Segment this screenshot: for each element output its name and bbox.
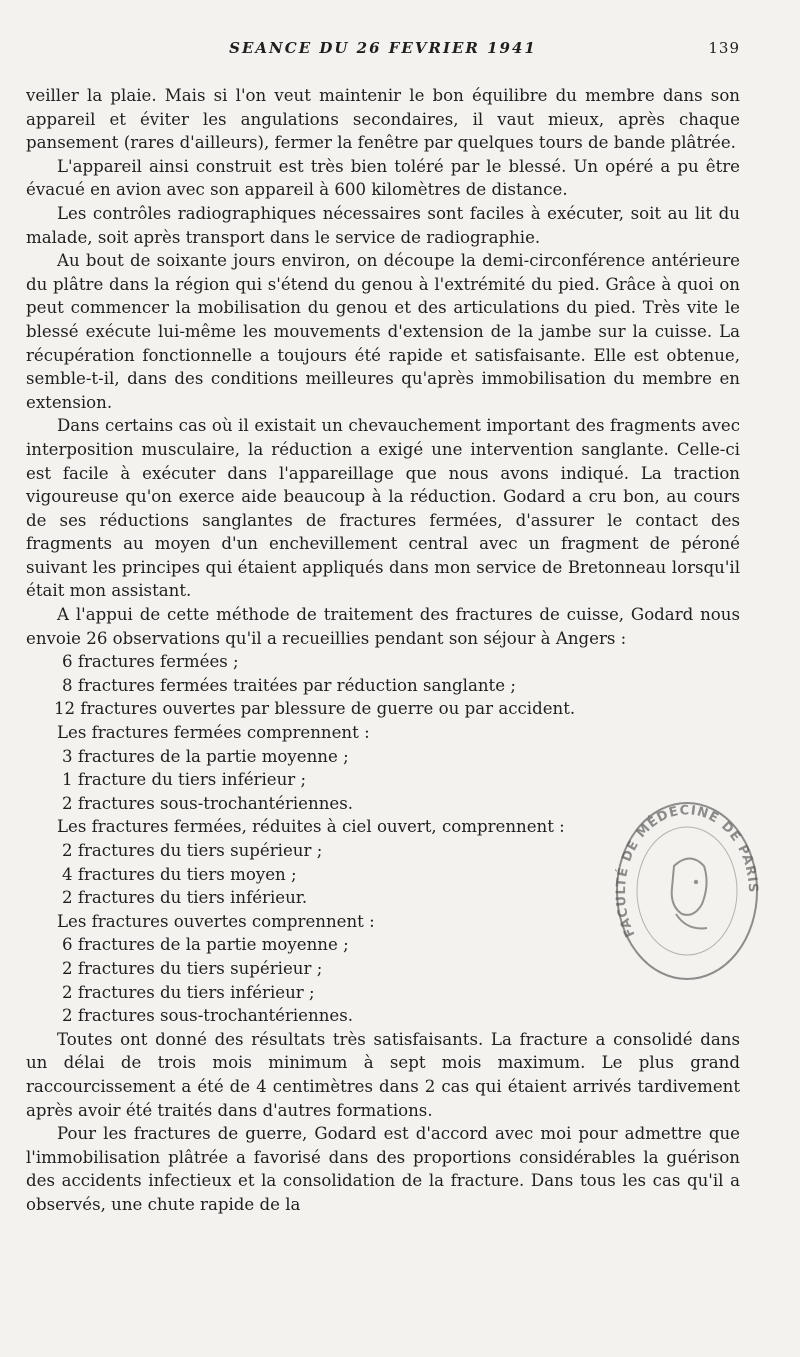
library-stamp bbox=[612, 796, 762, 986]
paragraph-1: veiller la plaie. Mais si l'on veut maintenir le bon équilibre du membre dans son appareil et éviter les angulations secondaires, il vaut mieux, après chaque pansement (rares d'ailleurs), fermer la fenêtre par quelques tours de bande plâtrée. bbox=[26, 86, 740, 153]
page-number: 139 bbox=[708, 39, 740, 57]
paragraph-2: L'appareil ainsi construit est très bien toléré par le blessé. Un opéré a pu être évacué en avion avec son appareil à 600 kilomètres de distance. bbox=[26, 156, 740, 200]
list-item: 2 fractures sous-trochantériennes. bbox=[62, 1006, 353, 1026]
paragraph-5: Dans certains cas où il existait un chevauchement important des fragments avec interposition musculaire, la réduction a exigé une intervention sanglante. Celle-ci est facile à exécuter dans l'appareillage que nous avons indiqué. La traction vigoureuse qu'on exerce aide beaucoup à la réduction. Godard a cru bon, au cours de ses réductions sanglantes de fractures fermées, d'assurer le contact des fragments au moyen d'un enchevillement central avec un fragment de péroné suivant les principes qui étaient appliqués dans mon service de Bretonneau lorsqu'il était mon assistant. bbox=[26, 416, 740, 601]
list-item: 2 fractures du tiers supérieur ; bbox=[62, 958, 323, 978]
page-header bbox=[26, 39, 740, 63]
observation-list bbox=[26, 650, 740, 721]
list-item: 12 fractures ouvertes par blessure de guerre ou par accident. bbox=[54, 699, 576, 719]
list-item: 2 fractures du tiers supérieur ; bbox=[62, 841, 323, 860]
reduced-fractures-heading: Les fractures fermées, réduites à ciel ouvert, comprennent : bbox=[57, 817, 565, 837]
stamp-inner-ring bbox=[637, 827, 737, 955]
paragraph-6: A l'appui de cette méthode de traitement des fractures de cuisse, Godard nous envoie 26 observations qu'il a recueillies pendant son séjour à Angers : bbox=[26, 605, 740, 648]
list-item: 1 fracture du tiers inférieur ; bbox=[62, 770, 307, 790]
list-item: 4 fractures du tiers moyen ; bbox=[62, 864, 297, 884]
body-text bbox=[26, 84, 740, 1217]
list-item: 3 fractures de la partie moyenne ; bbox=[62, 746, 349, 766]
open-fractures-heading: Les fractures ouvertes comprennent : bbox=[57, 911, 375, 931]
running-title: SEANCE DU 26 FEVRIER 1941 bbox=[229, 39, 537, 57]
list-item: 2 fractures du tiers inférieur ; bbox=[62, 982, 315, 1002]
paragraph-8: Pour les fractures de guerre, Godard est d'accord avec moi pour admettre que l'immobilisation plâtrée a favorisé dans des proportions considérables la guérison des accidents infectieux et la consolidation de la fracture. Dans tous les cas qu'il a observés, une chute rapide de la bbox=[26, 1124, 740, 1214]
stamp-portrait-icon bbox=[672, 859, 707, 929]
list-item: 8 fractures fermées traitées par réduction sanglante ; bbox=[62, 675, 516, 695]
list-item: 2 fractures sous-trochantériennes. bbox=[62, 793, 353, 813]
paragraph-7: Toutes ont donné des résultats très satisfaisants. La fracture a consolidé dans un délai de trois mois minimum à sept mois maximum. Le plus grand raccourcissement a été de 4 centimètres dans 2 cas qui étaient arrivés tardivement après avoir été traités dans d'autres formations. bbox=[26, 1029, 740, 1120]
closed-fractures-heading: Les fractures fermées comprennent : bbox=[57, 723, 370, 743]
paragraph-3: Les contrôles radiographiques nécessaires sont faciles à exécuter, soit au lit du malade, soit après transport dans le service de radiographie. bbox=[26, 203, 740, 247]
list-item: 2 fractures du tiers inférieur. bbox=[62, 888, 308, 908]
stamp-text: FACULTÉ DE MÉDECINE DE PARIS bbox=[613, 803, 761, 940]
list-item: 6 fractures de la partie moyenne ; bbox=[62, 935, 349, 955]
paragraph-4: Au bout de soixante jours environ, on découpe la demi-circonférence antérieure du plâtre dans la région qui s'étend du genou à l'extrémité du pied. Grâce à quoi on peut commencer la mobilisation du genou et des articulations du pied. Très vite le blessé exécute lui-même les mouvements d'extension de la jambe sur la cuisse. La récupération fonctionnelle a toujours été rapide et satisfaisante. Elle est obtenue, semble-t-il, dans des conditions meilleures qu'après immobilisation du membre en extension. bbox=[26, 251, 740, 412]
list-item: 6 fractures fermées ; bbox=[62, 652, 239, 672]
